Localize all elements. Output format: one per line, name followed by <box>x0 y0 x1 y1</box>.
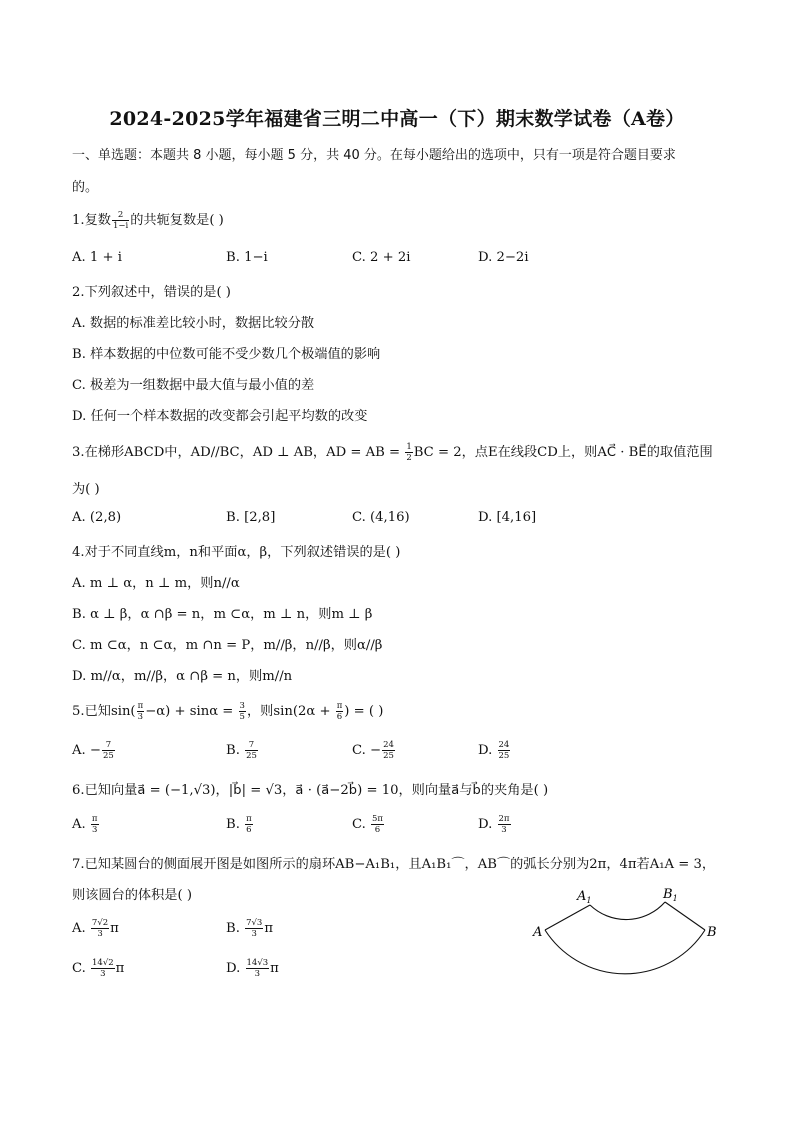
q1-option-d[interactable]: D. 2−2i <box>478 250 529 265</box>
q3-option-b[interactable]: B. [2,8] <box>226 510 276 525</box>
question-5: 5.已知sin( $\frac{\pi}{3}$ −α) + sinα = $\frac{3}{5}$ ，则sin(2α + $\frac{\pi}{6}$ ) = ( ) <box>72 701 384 722</box>
section-heading: 一、单选题：本题共 8 小题，每小题 5 分，共 40 分。在每小题给出的选项中，只有一项是符合题目要求 <box>72 148 676 163</box>
section-heading-cont: 的。 <box>72 180 99 195</box>
q5-fraction-pi6: $\frac{\pi}{6}$ <box>336 701 343 722</box>
page-title: 2024-2025学年福建省三明二中高一（下）期末数学试卷（A卷） <box>109 108 685 130</box>
q2-option-d[interactable]: D. 任何一个样本数据的改变都会引起平均数的改变 <box>72 409 368 424</box>
edge-a-a1 <box>545 905 590 930</box>
label-b1: $B_1$ <box>663 887 678 903</box>
q6-option-c[interactable]: C. $\frac{5\pi}{6}$ <box>352 814 384 835</box>
question-1 <box>72 209 224 231</box>
q7-option-b[interactable]: B. $\frac{7√3}{3}$ π <box>226 918 273 939</box>
q7-stem-cont: 则该圆台的体积是( ) <box>72 888 192 903</box>
q3-option-c[interactable]: C. (4,16) <box>352 510 410 525</box>
label-b: B <box>707 925 717 940</box>
q6-option-d[interactable]: D. $\frac{2\pi}{3}$ <box>478 814 510 835</box>
q5-option-b[interactable]: B. $\frac{7}{25}$ <box>226 740 257 761</box>
q1-fraction: $\frac{2}{1-i}$ <box>112 210 129 231</box>
q1-pre: 1.复数 <box>72 213 111 228</box>
question-7: 7.已知某圆台的侧面展开图是如图所示的扇环AB−A₁B₁，且A₁B₁⌒，AB⌒的弧长分别为2π，4π若A₁A = 3， <box>72 857 716 872</box>
q4-option-d[interactable]: D. m//α，m//β，α ∩β = n，则m//n <box>72 669 293 684</box>
question-4: 4.对于不同直线m，n和平面α，β，下列叙述错误的是( ) <box>72 545 401 560</box>
q7-option-d[interactable]: D. $\frac{14√3}{3}$ π <box>226 958 279 979</box>
q1-option-a[interactable]: A. 1 + i <box>72 250 122 265</box>
q2-option-a[interactable]: A. 数据的标准差比较小时，数据比较分散 <box>72 316 315 331</box>
q3-pre: 3.在梯形ABCD中，AD//BC，AD ⊥ AB，AD = AB = <box>72 445 405 460</box>
q4-option-c[interactable]: C. m ⊂α，n ⊂α，m ∩n = P，m//β，n//β，则α//β <box>72 638 383 653</box>
q7-option-a[interactable]: A. $\frac{7√2}{3}$ π <box>72 918 119 939</box>
q2-option-b[interactable]: B. 样本数据的中位数可能不受少数几个极端值的影响 <box>72 347 381 362</box>
q6-option-a[interactable]: A. $\frac{\pi}{3}$ <box>72 814 98 835</box>
q5-fraction-3-5: $\frac{3}{5}$ <box>239 701 245 722</box>
q1-option-c[interactable]: C. 2 + 2i <box>352 250 411 265</box>
inner-arc <box>590 902 665 920</box>
q5-option-c[interactable]: C. − $\frac{24}{25}$ <box>352 740 394 761</box>
annular-sector-figure <box>525 880 725 980</box>
edge-b-b1 <box>665 902 705 930</box>
q7-option-c[interactable]: C. $\frac{14√2}{3}$ π <box>72 958 125 979</box>
question-3 <box>72 441 713 463</box>
q1-option-b[interactable]: B. 1−i <box>226 250 268 265</box>
q3-option-d[interactable]: D. [4,16] <box>478 510 537 525</box>
q5-option-d[interactable]: D. $\frac{24}{25}$ <box>478 740 510 761</box>
q3-stem-cont: 为( ) <box>72 482 100 497</box>
q5-fraction-pi3: $\frac{\pi}{3}$ <box>137 701 144 722</box>
q1-post: 的共轭复数是( ) <box>130 213 224 228</box>
label-a1: $A_1$ <box>577 889 592 905</box>
q2-option-c[interactable]: C. 极差为一组数据中最大值与最小值的差 <box>72 378 315 393</box>
q6-option-b[interactable]: B. $\frac{\pi}{6}$ <box>226 814 252 835</box>
q5-option-a[interactable]: A. − $\frac{7}{25}$ <box>72 740 114 761</box>
q4-option-b[interactable]: B. α ⊥ β，α ∩β = n，m ⊂α，m ⊥ n，则m ⊥ β <box>72 607 373 622</box>
q3-post: BC = 2，点E在线段CD上，则AC⃗ · BE⃗的取值范围 <box>413 445 713 460</box>
q3-option-a[interactable]: A. (2,8) <box>72 510 122 525</box>
outer-arc <box>545 930 705 974</box>
question-6: 6.已知向量a⃗ = (−1,√3)，|b⃗| = √3，a⃗ · (a⃗−2b⃗) = 10，则向量a⃗与b⃗的夹角是( ) <box>72 783 549 798</box>
label-a: A <box>533 925 543 940</box>
question-2: 2.下列叙述中，错误的是( ) <box>72 285 231 300</box>
q3-fraction: $\frac{1}{2}$ <box>406 442 412 463</box>
q4-option-a[interactable]: A. m ⊥ α，n ⊥ m，则n//α <box>72 576 240 591</box>
